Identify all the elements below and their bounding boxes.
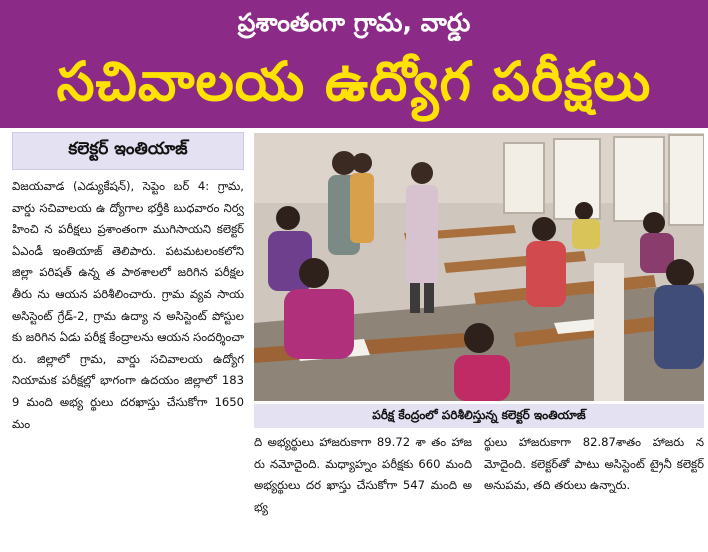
byline-box: కలెక్టర్ ఇంతియాజ్ xyxy=(12,132,244,170)
headline-text: సచివాలయ ఉద్యోగ పరీక్షలు xyxy=(56,50,652,113)
article-text-column-1: విజయవాడ (ఎడ్యుకేషన్), సెప్టెం బర్ 4: గ్రామ, వార్డు సచివాలయ ఉ ద్యోగాల భర్తీకి బుధవారం నిర్వహించి న పరీక్షలు ప్రశాంతంగా ముగిసాయని కలెక్టర్ ఏఎండీ ఇంతియాజ్ తెలిపారు. పటమటలంకలోని జిల్లా పరిషత్ ఉన్న త పాఠశాలలో జరిగిన పరీక్షల తీరు ను ఆయన పరిశీలించారు. గ్రామ వ్యవ సాయ అసిస్టెంట్ గ్రేడ్-2, గ్రామ ఉద్యా న అసిస్టెంట్ పోస్టులకు జరిగిన ఏడు పరీక్ష కేంద్రాలను ఆయన సందర్శించా రు. జిల్లాలో గ్రామ, వార్డు సచివాలయ ఉద్యోగ నియామక పరీక్షల్లో భాగంగా ఉదయం జిల్లాలో 1839 మంది అభ్య ర్థులు దరఖాస్తు చేసుకోగా 1650 మం xyxy=(12,179,244,431)
photo-caption: పరీక్ష కేంద్రంలో పరిశీలిస్తున్న కలెక్టర్ ఇంతియాజ్ xyxy=(254,404,704,428)
headline-banner xyxy=(0,0,708,128)
article-text-column-2: ది అభ్యర్థులు హాజరుకాగా 89.72 శా తం హాజరు నమోదైంది. మధ్యాహ్నం పరీక్షకు 660 మంది అభ్యర్థులు దర ఖాస్తు చేసుకోగా 547 మంది అభ్య xyxy=(254,435,472,514)
news-photo xyxy=(254,133,704,401)
kicker-text: ప్రశాంతంగా గ్రామ, వార్డు xyxy=(237,8,471,37)
article-column-3 xyxy=(484,432,704,548)
article-column-2 xyxy=(254,432,472,548)
article-column-1 xyxy=(12,176,244,546)
exam-hall-photo xyxy=(254,133,704,401)
article-text-column-3: ర్థులు హాజరుకాగా 82.87శాతం హాజరు నమోదైంది. కలెక్టర్‌తో పాటు అసిస్టెంట్ ట్రైనీ కలెక్టర్ అనుపమ, తది తరులు ఉన్నారు. xyxy=(484,435,704,493)
